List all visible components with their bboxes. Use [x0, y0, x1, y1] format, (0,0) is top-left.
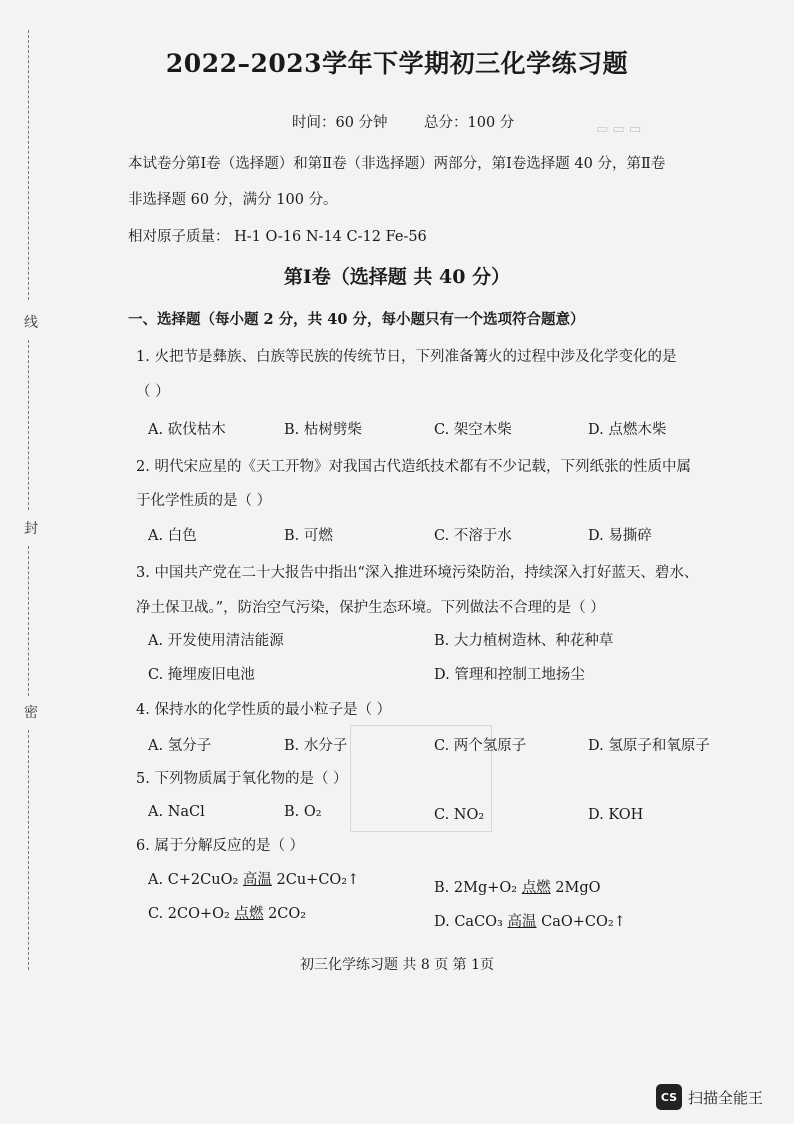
equation-reactants: B. 2Mg+O₂: [434, 880, 522, 896]
reaction-condition: 高温: [242, 872, 272, 888]
section-title: 第Ⅰ卷（选择题 共 40 分）: [283, 266, 511, 288]
question-5-option-c: C. NO₂: [434, 807, 485, 823]
question-2-option-d: D. 易撕碎: [588, 528, 652, 544]
question-3-stem: 3. 中国共产党在二十大报告中指出“深入推进环境污染防治，持续深入打好蓝天、碧水、: [136, 565, 699, 581]
scanner-watermark: [656, 1084, 763, 1110]
question-4-option-a: A. 氢分子: [148, 738, 212, 754]
question-5-option-a: A. NaCl: [148, 804, 205, 820]
question-4-option-d: D. 氢原子和氧原子: [588, 738, 710, 754]
margin-feng: 封: [24, 521, 38, 537]
question-5-option-d: D. KOH: [588, 807, 644, 823]
reaction-condition: 点燃: [521, 880, 551, 896]
question-3-option-c: C. 掩埋废旧电池: [148, 667, 255, 683]
equation-products: 2CO₂: [263, 906, 307, 922]
question-4-stem: 4. 保持水的化学性质的最小粒子是（ ）: [136, 702, 392, 718]
question-3-option-d: D. 管理和控制工地扬尘: [434, 667, 585, 683]
question-1-option-b: B. 枯树劈柴: [284, 422, 362, 438]
reaction-condition: 高温: [507, 914, 537, 930]
binding-line: [28, 340, 29, 510]
question-1-option-a: A. 砍伐枯木: [148, 422, 226, 438]
bleed-through-text: ▭ ▭ ▭: [596, 122, 642, 137]
equation-products: CaO+CO₂↑: [536, 914, 626, 930]
exam-time: 时间：60 分钟: [292, 115, 388, 131]
question-5-stem: 5. 下列物质属于氧化物的是（ ）: [136, 771, 348, 787]
question-1-stem: 1. 火把节是彝族、白族等民族的传统节日，下列准备篝火的过程中涉及化学变化的是: [136, 349, 677, 365]
question-2-stem: 2. 明代宋应星的《天工开物》对我国古代造纸技术都有不少记载，下列纸张的性质中属: [136, 459, 691, 475]
question-3-option-b: B. 大力植树造林、种花种草: [434, 633, 614, 649]
question-1-option-c: C. 架空木柴: [434, 422, 512, 438]
exam-title: 2022–2023学年下学期初三化学练习题: [165, 49, 629, 78]
equation-products: 2Cu+CO₂↑: [271, 872, 360, 888]
binding-line: [28, 546, 29, 696]
question-6-option-c: [148, 902, 306, 923]
equation-reactants: C. 2CO+O₂: [148, 906, 235, 922]
question-4-option-c: C. 两个氢原子: [434, 738, 527, 754]
exam-intro-line2: 非选择题 60 分，满分 100 分。: [128, 192, 338, 208]
question-3-stem-cont: 净土保卫战。”，防治空气污染，保护生态环境。下列做法不合理的是（ ）: [136, 600, 605, 616]
question-5-option-b: B. O₂: [284, 804, 322, 820]
question-6-stem: 6. 属于分解反应的是（ ）: [136, 838, 305, 854]
question-2-option-a: A. 白色: [148, 528, 197, 544]
page-footer: 初三化学练习题 共 8 页 第 1页: [299, 957, 495, 973]
equation-reactants: D. CaCO₃: [434, 914, 508, 930]
scanner-label: 扫描全能王: [688, 1088, 764, 1107]
equation-products: 2MgO: [550, 880, 601, 896]
question-2-option-c: C. 不溶于水: [434, 528, 512, 544]
question-2-option-b: B. 可燃: [284, 528, 333, 544]
question-6-option-a: [148, 868, 359, 889]
question-3-option-a: A. 开发使用清洁能源: [148, 633, 284, 649]
question-6-option-b: [434, 876, 601, 897]
equation-reactants: A. C+2CuO₂: [148, 872, 243, 888]
binding-line: [28, 730, 29, 970]
question-6-option-d: [434, 910, 626, 931]
margin-mi: 密: [24, 705, 38, 721]
exam-total-score: 总分：100 分: [424, 115, 515, 131]
camscanner-logo-icon: CS: [656, 1084, 682, 1110]
question-2-stem-cont: 于化学性质的是（ ）: [136, 493, 272, 509]
atomic-mass-list: 相对原子质量： H-1 O-16 N-14 C-12 Fe-56: [128, 229, 427, 245]
exam-intro-line1: 本试卷分第Ⅰ卷（选择题）和第Ⅱ卷（非选择题）两部分，第Ⅰ卷选择题 40 分，第Ⅱ卷: [128, 156, 666, 172]
margin-xian: 线: [24, 315, 38, 331]
reaction-condition: 点燃: [234, 906, 264, 922]
part-title: 一、选择题（每小题 2 分，共 40 分，每小题只有一个选项符合题意）: [128, 311, 585, 328]
question-4-option-b: B. 水分子: [284, 738, 348, 754]
question-1-option-d: D. 点燃木柴: [588, 422, 667, 438]
question-1-bracket: （ ）: [136, 384, 170, 400]
